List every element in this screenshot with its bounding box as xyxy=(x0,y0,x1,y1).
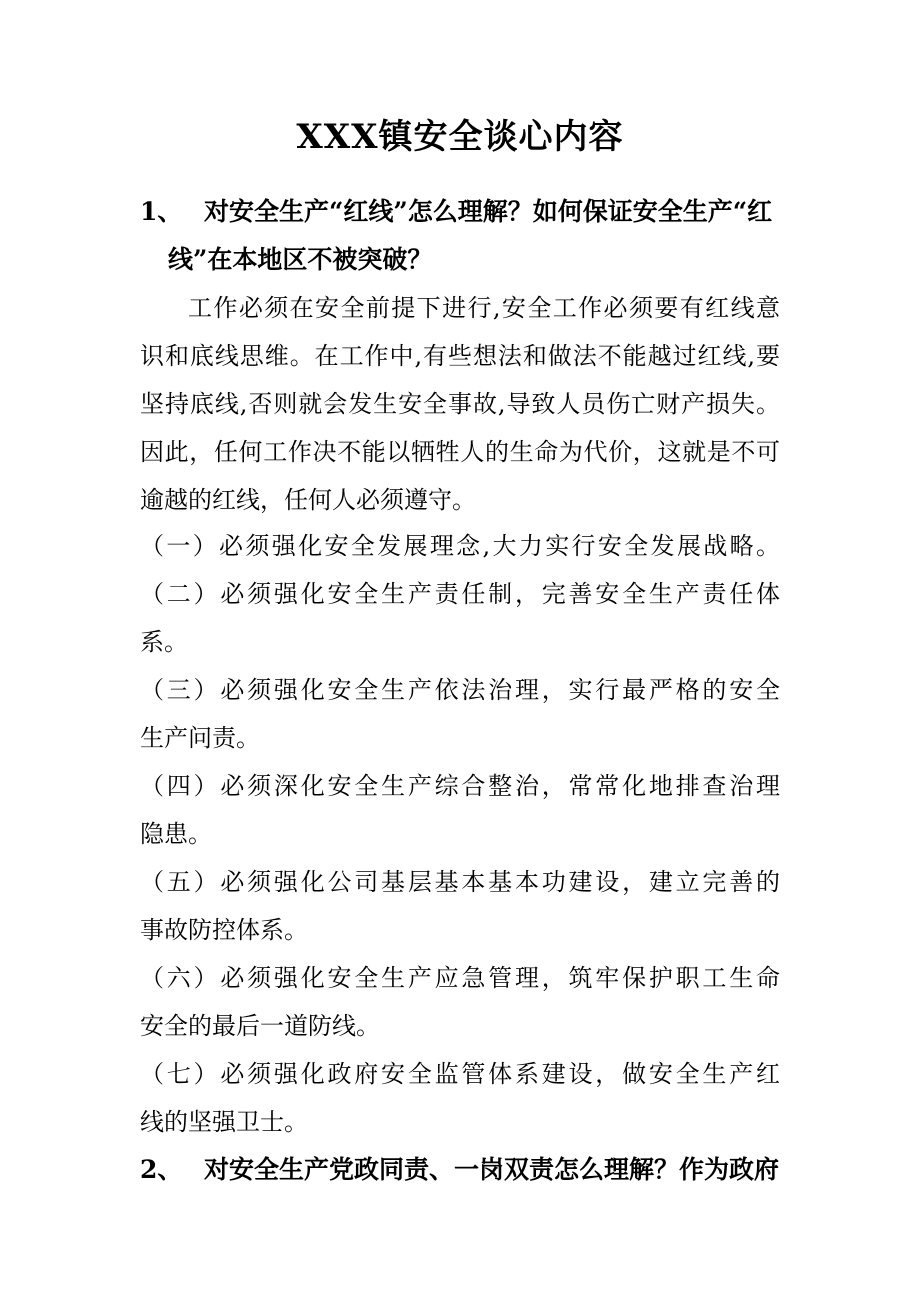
measure-6-line-1: （六）必须强化安全生产应急管理，筑牢保护职工生命 xyxy=(140,964,780,992)
answer-1-line-5: 逾越的红线，任何人必须遵守。 xyxy=(140,486,476,514)
question-1-number: 1、 xyxy=(140,197,183,226)
measure-4-line-2: 隐患。 xyxy=(140,820,212,848)
measure-4-line-1: （四）必须深化安全生产综合整治，常常化地排查治理 xyxy=(140,772,780,800)
measure-5-line-1: （五）必须强化公司基层基本基本功建设，建立完善的 xyxy=(140,868,780,896)
measure-2-line-1: （二）必须强化安全生产责任制，完善安全生产责任体 xyxy=(140,580,780,608)
measure-7-line-1: （七）必须强化政府安全监管体系建设，做安全生产红 xyxy=(140,1060,780,1088)
answer-1-line-4: 因此，任何工作决不能以牺牲人的生命为代价，这就是不可 xyxy=(140,438,780,466)
answer-1-line-2: 识和底线思维。在工作中,有些想法和做法不能越过红线,要 xyxy=(140,342,780,370)
document-title: XXX镇安全谈心内容 xyxy=(296,117,624,157)
measure-5-line-2: 事故防控体系。 xyxy=(140,916,308,944)
measure-7-line-2: 线的坚强卫士。 xyxy=(140,1108,308,1136)
question-1-line-1: 对安全生产“红线”怎么理解？如何保证安全生产“红 xyxy=(204,197,773,226)
answer-1-line-3: 坚持底线,否则就会发生安全事故,导致人员伤亡财产损失。 xyxy=(140,390,780,418)
question-2-line-1: 对安全生产党政同责、一岗双责怎么理解？作为政府 xyxy=(204,1155,780,1184)
question-1-line-2: 线”在本地区不被突破？ xyxy=(168,245,433,274)
measure-6-line-2: 安全的最后一道防线。 xyxy=(140,1012,380,1040)
measure-1-line-1: （一）必须强化安全发展理念,大力实行安全发展战略。 xyxy=(140,532,780,560)
measure-2-line-2: 系。 xyxy=(140,628,188,656)
answer-1-line-1: 工作必须在安全前提下进行,安全工作必须要有红线意 xyxy=(188,294,780,322)
measure-3-line-1: （三）必须强化安全生产依法治理，实行最严格的安全 xyxy=(140,676,780,704)
question-2-number: 2、 xyxy=(140,1155,183,1184)
measure-3-line-2: 生产问责。 xyxy=(140,724,260,752)
